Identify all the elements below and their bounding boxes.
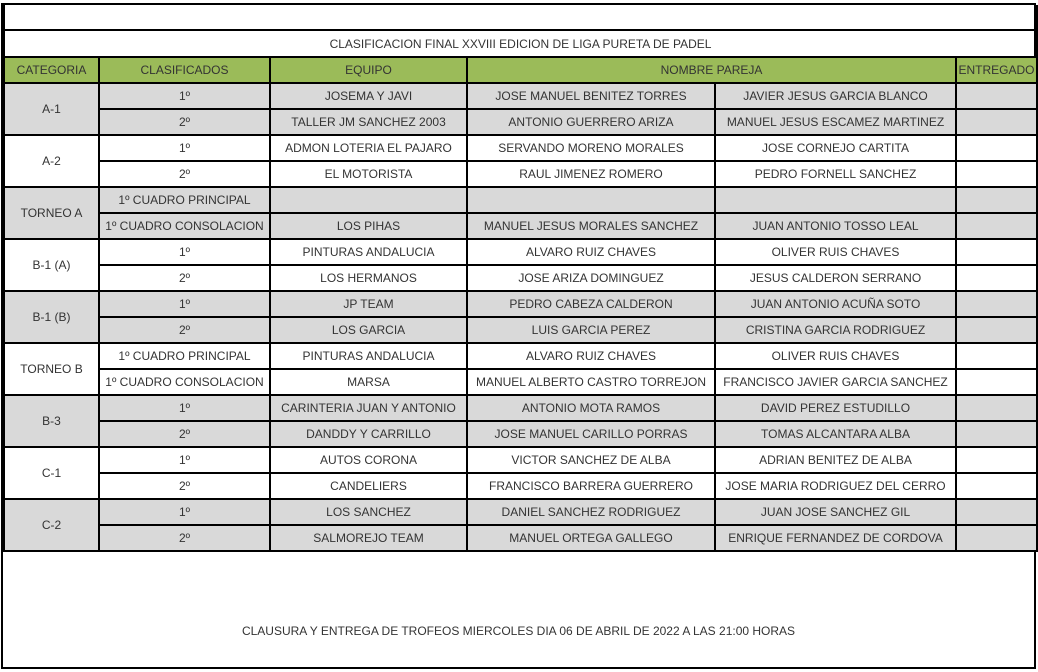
footer-note: CLAUSURA Y ENTREGA DE TROFEOS MIERCOLES DIA 06 DE ABRIL DE 2022 A LAS 21:00 HORAS [241,624,796,638]
jugador-1-cell: MANUEL ORTEGA GALLEGO [467,525,715,551]
equipo-cell: CARINTERIA JUAN Y ANTONIO [270,395,467,421]
jugador-2-cell: FRANCISCO JAVIER GARCIA SANCHEZ [715,369,956,395]
clasificado-cell: 1º [99,291,270,317]
jugador-2-cell: OLIVER RUIS CHAVES [715,343,956,369]
header-clasificados: CLASIFICADOS [99,57,270,83]
jugador-1-cell: ALVARO RUIZ CHAVES [467,343,715,369]
clasificado-cell: 2º [99,109,270,135]
table-row [4,447,1037,473]
header-nombre-pareja: NOMBRE PAREJA [467,57,956,83]
jugador-1-cell: ALVARO RUIZ CHAVES [467,239,715,265]
header-equipo: EQUIPO [270,57,467,83]
jugador-1-cell: LUIS GARCIA PEREZ [467,317,715,343]
equipo-cell: EL MOTORISTA [270,161,467,187]
table-row [4,187,1037,213]
jugador-1-cell [467,187,715,213]
equipo-cell: LOS SANCHEZ [270,499,467,525]
jugador-2-cell: OLIVER RUIS CHAVES [715,239,956,265]
clasificado-cell: 1º [99,83,270,109]
entregado-cell [956,525,1037,551]
equipo-cell: LOS HERMANOS [270,265,467,291]
jugador-2-cell: JOSE MARIA RODRIGUEZ DEL CERRO [715,473,956,499]
entregado-cell [956,395,1037,421]
entregado-cell [956,265,1037,291]
table-row [4,135,1037,161]
table-row [4,343,1037,369]
jugador-1-cell: MANUEL ALBERTO CASTRO TORREJON [467,369,715,395]
sheet-title: CLASIFICACION FINAL XXVIII EDICION DE LIGA PURETA DE PADEL [4,30,1037,57]
table-row [4,525,1037,551]
categoria-cell: B-3 [4,395,99,447]
equipo-cell: TALLER JM SANCHEZ 2003 [270,109,467,135]
equipo-cell: LOS PIHAS [270,213,467,239]
clasificado-cell: 2º [99,161,270,187]
entregado-cell [956,291,1037,317]
equipo-cell: PINTURAS ANDALUCIA [270,343,467,369]
clasificado-cell: 1º CUADRO CONSOLACION [99,369,270,395]
jugador-1-cell: SERVANDO MORENO MORALES [467,135,715,161]
jugador-2-cell: JUAN JOSE SANCHEZ GIL [715,499,956,525]
entregado-cell [956,161,1037,187]
blank-row [4,5,1037,30]
categoria-cell: B-1 (B) [4,291,99,343]
jugador-2-cell: ADRIAN BENITEZ DE ALBA [715,447,956,473]
clasificado-cell: 1º CUADRO PRINCIPAL [99,187,270,213]
jugador-1-cell: VICTOR SANCHEZ DE ALBA [467,447,715,473]
clasificado-cell: 2º [99,317,270,343]
categoria-cell: TORNEO B [4,343,99,395]
equipo-cell: PINTURAS ANDALUCIA [270,239,467,265]
entregado-cell [956,239,1037,265]
categoria-cell: A-1 [4,83,99,135]
jugador-2-cell: MANUEL JESUS ESCAMEZ MARTINEZ [715,109,956,135]
clasificado-cell: 2º [99,473,270,499]
clasificado-cell: 1º CUADRO PRINCIPAL [99,343,270,369]
entregado-cell [956,187,1037,213]
equipo-cell: LOS GARCIA [270,317,467,343]
table-row [4,83,1037,109]
entregado-cell [956,499,1037,525]
jugador-2-cell: JUAN ANTONIO ACUÑA SOTO [715,291,956,317]
table-row [4,369,1037,395]
table-row [4,421,1037,447]
categoria-cell: C-1 [4,447,99,499]
categoria-cell: C-2 [4,499,99,551]
equipo-cell: ADMON LOTERIA EL PAJARO [270,135,467,161]
table-row [4,161,1037,187]
entregado-cell [956,369,1037,395]
clasificado-cell: 1º [99,135,270,161]
jugador-2-cell: JAVIER JESUS GARCIA BLANCO [715,83,956,109]
jugador-2-cell: JUAN ANTONIO TOSSO LEAL [715,213,956,239]
categoria-cell: B-1 (A) [4,239,99,291]
clasificado-cell: 1º [99,499,270,525]
equipo-cell [270,187,467,213]
jugador-1-cell: JOSE MANUEL BENITEZ TORRES [467,83,715,109]
jugador-2-cell: PEDRO FORNELL SANCHEZ [715,161,956,187]
header-entregado: ENTREGADO [956,57,1037,83]
equipo-cell: AUTOS CORONA [270,447,467,473]
entregado-cell [956,213,1037,239]
table-row [4,265,1037,291]
clasificado-cell: 2º [99,525,270,551]
entregado-cell [956,317,1037,343]
clasificado-cell: 1º CUADRO CONSOLACION [99,213,270,239]
categoria-cell: TORNEO A [4,187,99,239]
equipo-cell: MARSA [270,369,467,395]
jugador-2-cell: JESUS CALDERON SERRANO [715,265,956,291]
jugador-1-cell: ANTONIO MOTA RAMOS [467,395,715,421]
table-row [4,109,1037,135]
jugador-2-cell: DAVID PEREZ ESTUDILLO [715,395,956,421]
table-row [4,499,1037,525]
jugador-1-cell: ANTONIO GUERRERO ARIZA [467,109,715,135]
jugador-1-cell: JOSE ARIZA DOMINGUEZ [467,265,715,291]
clasificado-cell: 1º [99,395,270,421]
jugador-1-cell: RAUL JIMENEZ ROMERO [467,161,715,187]
classification-table [3,5,1038,552]
jugador-2-cell: ENRIQUE FERNANDEZ DE CORDOVA [715,525,956,551]
equipo-cell: JOSEMA Y JAVI [270,83,467,109]
clasificado-cell: 1º [99,447,270,473]
entregado-cell [956,83,1037,109]
jugador-1-cell: JOSE MANUEL CARILLO PORRAS [467,421,715,447]
jugador-2-cell: JOSE CORNEJO CARTITA [715,135,956,161]
categoria-cell: A-2 [4,135,99,187]
equipo-cell: DANDDY Y CARRILLO [270,421,467,447]
equipo-cell: CANDELIERS [270,473,467,499]
jugador-1-cell: DANIEL SANCHEZ RODRIGUEZ [467,499,715,525]
table-row [4,473,1037,499]
jugador-2-cell: CRISTINA GARCIA RODRIGUEZ [715,317,956,343]
jugador-2-cell [715,187,956,213]
table-row [4,395,1037,421]
clasificado-cell: 1º [99,239,270,265]
entregado-cell [956,447,1037,473]
jugador-1-cell: MANUEL JESUS MORALES SANCHEZ [467,213,715,239]
equipo-cell: JP TEAM [270,291,467,317]
clasificado-cell: 2º [99,265,270,291]
table-row [4,213,1037,239]
equipo-cell: SALMOREJO TEAM [270,525,467,551]
jugador-1-cell: PEDRO CABEZA CALDERON [467,291,715,317]
classification-sheet [1,3,1036,669]
jugador-2-cell: TOMAS ALCANTARA ALBA [715,421,956,447]
entregado-cell [956,473,1037,499]
entregado-cell [956,135,1037,161]
entregado-cell [956,109,1037,135]
entregado-cell [956,343,1037,369]
table-row [4,291,1037,317]
clasificado-cell: 2º [99,421,270,447]
header-categoria: CATEGORIA [4,57,99,83]
jugador-1-cell: FRANCISCO BARRERA GUERRERO [467,473,715,499]
table-row [4,317,1037,343]
table-row [4,239,1037,265]
entregado-cell [956,421,1037,447]
